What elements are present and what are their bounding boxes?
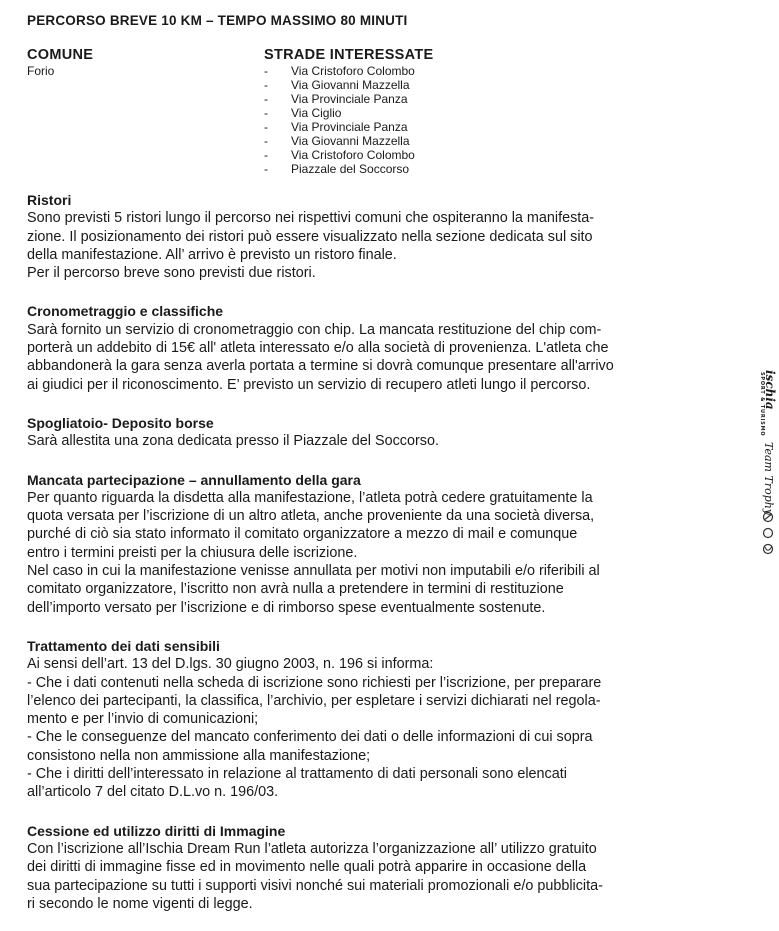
list-item: - Via Provinciale Panza: [264, 92, 408, 106]
section-heading: Spogliatoio- Deposito borse: [27, 414, 214, 431]
paragraph-line: Ai sensi dell’art. 13 del D.lgs. 30 giugno 2003, n. 196 si informa:: [27, 656, 434, 673]
document-page: [27, 12, 732, 913]
list-item: - Via Ciglio: [264, 106, 342, 120]
paragraph-line: della manifestazione. All’ arrivo è previsto un ristoro finale.: [27, 246, 397, 263]
section-heading: Cessione ed utilizzo diritti di Immagine: [27, 822, 286, 839]
section-ristori: [27, 191, 732, 282]
ischia-logo: ischia SPORT & TURISMO: [759, 370, 777, 437]
section-cessione-immagine: [27, 822, 732, 913]
section-heading: Mancata partecipazione – annullamento della gara: [27, 471, 361, 488]
paragraph-line: Sarà fornito un servizio di cronometraggio con chip. La mancata restituzione del chip com-: [27, 321, 602, 338]
list-item: - Via Giovanni Mazzella: [264, 78, 410, 92]
paragraph-line: Per quanto riguarda la disdetta alla manifestazione, l’atleta potrà cedere gratuitamente la: [27, 489, 593, 506]
strade-heading: STRADE INTERESSATE: [264, 47, 434, 63]
list-item: - Via Provinciale Panza: [264, 120, 408, 134]
section-heading: Trattamento dei dati sensibili: [27, 637, 220, 654]
list-item: - Piazzale del Soccorso: [264, 162, 410, 176]
paragraph-line: - Che le conseguenze del mancato conferimento dei dati o delle informazioni di cui sopra: [27, 729, 593, 746]
paragraph-line: l’elenco dei partecipanti, la classifica, l’archivio, per espletare i servizi dichiarati nel regola-: [27, 692, 601, 709]
streets-list: [264, 64, 564, 176]
team-trophy-logo: Team Trophy: [762, 442, 775, 516]
paragraph-line: ai giudici per il riconoscimento. E’ previsto un servizio di recupero atleti lungo il percorso.: [27, 376, 591, 393]
paragraph-line: Sono previsti 5 ristori lungo il percorso nei rispettivi comuni che ospiteranno la manifesta-: [27, 210, 595, 227]
strade-column: [264, 47, 564, 176]
paragraph-line: quota versata per l’iscrizione di un altro atleta, anche proveniente da una società diversa,: [27, 508, 595, 525]
list-item: - Via Cristoforo Colombo: [264, 64, 415, 78]
comune-column: [27, 47, 257, 78]
paragraph-line: abbandonerà la gara senza averla portata a termine si dovrà comunque presentare all'arrivo: [27, 358, 614, 375]
section-heading: Ristori: [27, 192, 72, 208]
section-heading: Cronometraggio e classifiche: [27, 303, 224, 320]
paragraph-line: consistono nella non ammissione alla manifestazione;: [27, 747, 371, 764]
paragraph-line: dei diritti di immagine fisse ed in movimento nelle quali potrà apparire in occasione della: [27, 859, 587, 876]
paragraph-line: Sarà allestita una zona dedicata presso il Piazzale del Soccorso.: [27, 433, 439, 450]
section-spogliatoio: [27, 414, 732, 451]
paragraph-line: mento e per l’invio di comunicazioni;: [27, 711, 259, 728]
paragraph-line: - Che i dati contenuti nella scheda di iscrizione sono richiesti per l’iscrizione, per preparare: [27, 674, 602, 691]
paragraph-line: comitato organizzatore, l’iscritto non avrà nulla a pretendere in termini di restituzione: [27, 581, 564, 598]
page-title: PERCORSO BREVE 10 KM – TEMPO MASSIMO 80 MINUTI: [27, 13, 408, 28]
paragraph-line: Per il percorso breve sono previsti due ristori.: [27, 265, 316, 282]
section-cronometraggio: [27, 302, 732, 393]
paragraph-line: purché di ciò sia stato informato il comitato organizzatore a mezzo di mail e comunque: [27, 526, 578, 543]
paragraph-line: Con l’iscrizione all’Ischia Dream Run l’atleta autorizza l’organizzazione all’ utilizzo gratuito: [27, 840, 597, 857]
paragraph-line: all’articolo 7 del citato D.L.vo n. 196/03.: [27, 784, 279, 801]
section-trattamento-dati: [27, 637, 732, 802]
paragraph-line: Nel caso in cui la manifestazione venisse annullata per motivi non imputabili e/o riferibili al: [27, 563, 600, 580]
paragraph-line: zione. Il posizionamento dei ristori può essere visualizzato nella sezione dedicata sul sito: [27, 228, 593, 245]
paragraph-line: entro i termini preisti per la chiusura delle iscrizione.: [27, 544, 358, 561]
paragraph-line: - Che i diritti dell’interessato in relazione al trattamento di dati personali sono elencati: [27, 766, 567, 783]
paragraph-line: sua partecipazione su tutti i supporti visivi nonché sui materiali promozionali e/o pubblicita-: [27, 877, 603, 894]
comune-value: Forio: [27, 64, 55, 78]
circle-marks-icon: [761, 510, 775, 556]
comune-heading: COMUNE: [27, 47, 94, 63]
paragraph-line: dell’importo versato per l’iscrizione e di rimborso spese eventualmente sostenute.: [27, 599, 546, 616]
list-item: - Via Cristoforo Colombo: [264, 148, 415, 162]
sponsor-logos: [757, 370, 779, 570]
paragraph-line: ri secondo le nome vigenti di legge.: [27, 895, 253, 912]
section-mancata-partecipazione: [27, 471, 732, 617]
route-table: [27, 47, 732, 175]
list-item: - Via Giovanni Mazzella: [264, 134, 410, 148]
paragraph-line: porterà un addebito di 15€ all' atleta interessato e/o alla società di provenienza. L'atleta che: [27, 340, 609, 357]
